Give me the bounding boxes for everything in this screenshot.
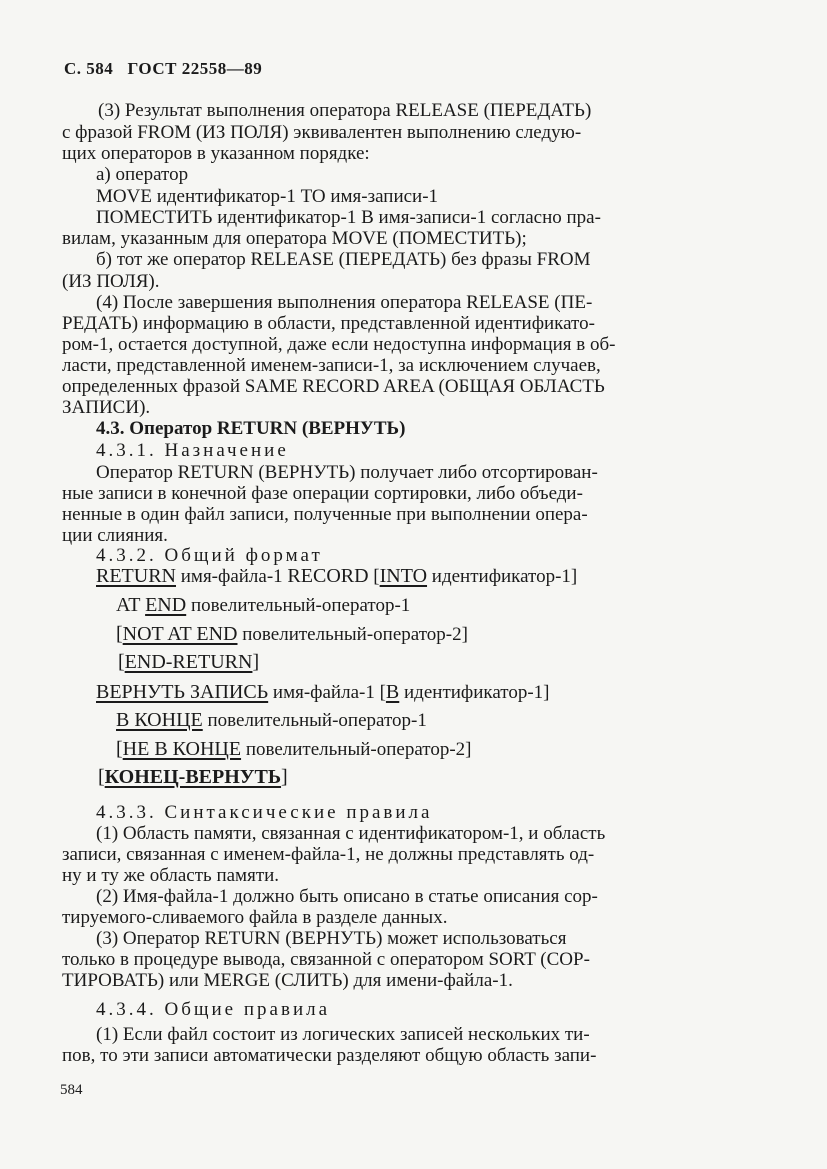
keyword-v: В	[385, 681, 400, 703]
page-header	[64, 58, 262, 79]
text-line: определенных фразой SAME RECORD AREA (ОБЩАЯ ОБЛАСТЬ	[62, 376, 605, 397]
page-ref: С. 584	[64, 59, 114, 78]
format-en-line-1: RETURN имя-файла-1 RECORD [INTO идентификатор-1]	[96, 565, 578, 587]
keyword-end-return: END-RETURN	[124, 651, 253, 673]
text-line: (ИЗ ПОЛЯ).	[62, 271, 160, 292]
text-line: ТИРОВАТЬ) или MERGE (СЛИТЬ) для имени-файла-1.	[62, 970, 513, 991]
format-en-line-3: [NOT AT END повелительный-оператор-2]	[116, 623, 468, 645]
text-line: ненные в один файл записи, полученные при выполнении опера-	[62, 504, 588, 525]
text-line: ции слияния.	[62, 525, 168, 546]
keyword-into: INTO	[379, 565, 428, 587]
text-line: тируемого-сливаемого файла в разделе данных.	[62, 907, 448, 928]
text-line: РЕДАТЬ) информацию в области, представленной идентификато-	[62, 313, 595, 334]
section-4-3-3-heading: 4.3.3. Синтаксические правила	[96, 802, 433, 823]
keyword-vernut-zapis: ВЕРНУТЬ ЗАПИСЬ	[96, 681, 269, 703]
text-line: ласти, представленной именем-записи-1, за исключением случаев,	[62, 355, 601, 376]
text-line: (4) После завершения выполнения оператора RELEASE (ПЕ-	[96, 292, 593, 313]
format-en-line-2: AT END повелительный-оператор-1	[116, 594, 411, 616]
keyword-return: RETURN	[96, 565, 176, 587]
keyword-end: END	[145, 594, 187, 616]
keyword-konec-vernut: КОНЕЦ-ВЕРНУТЬ	[104, 766, 282, 788]
text-line: щих операторов в указанном порядке:	[62, 143, 370, 164]
text-line: б) тот же оператор RELEASE (ПЕРЕДАТЬ) без фразы FROM	[96, 249, 591, 270]
format-ru-line-2: В КОНЦЕ повелительный-оператор-1	[116, 709, 427, 731]
keyword-ne-v-konce: НЕ В КОНЦЕ	[122, 738, 242, 760]
text-line: с фразой FROM (ИЗ ПОЛЯ) эквивалентен выполнению следую-	[62, 122, 582, 143]
text-line: ЗАПИСИ).	[62, 397, 151, 418]
section-4-3-4-heading: 4.3.4. Общие правила	[96, 999, 331, 1020]
text-line: пов, то эти записи автоматически разделяют общую область запи-	[62, 1045, 597, 1066]
text-line: MOVE идентификатор-1 TO имя-записи-1	[96, 186, 439, 207]
standard-number: ГОСТ 22558—89	[127, 59, 263, 78]
text-line: а) оператор	[96, 164, 189, 185]
keyword-v-konce: В КОНЦЕ	[116, 709, 203, 731]
text-line: только в процедуре вывода, связанной с оператором SORT (СОР-	[62, 949, 590, 970]
text-line: вилам, указанным для оператора MOVE (ПОМЕСТИТЬ);	[62, 228, 527, 249]
text-line: (2) Имя-файла-1 должно быть описано в статье описания сор-	[96, 886, 598, 907]
text-line: записи, связанная с именем-файла-1, не должны представлять од-	[62, 844, 595, 865]
text-line: ные записи в конечной фазе операции сортировки, либо объеди-	[62, 483, 583, 504]
page-number: 584	[60, 1082, 83, 1098]
text-line: (1) Если файл состоит из логических записей нескольких ти-	[96, 1024, 590, 1045]
section-4-3-2-heading: 4.3.2. Общий формат	[96, 545, 323, 566]
text-line: ром-1, остается доступной, даже если недоступна информация в об-	[62, 334, 616, 355]
text-line: ПОМЕСТИТЬ идентификатор-1 В имя-записи-1 согласно пра-	[96, 207, 601, 228]
section-4-3-heading: 4.3. Оператор RETURN (ВЕРНУТЬ)	[96, 418, 406, 439]
text-line: (3) Оператор RETURN (ВЕРНУТЬ) может использоваться	[96, 928, 567, 949]
keyword-not-at-end: NOT AT END	[122, 623, 238, 645]
text-line: (1) Область памяти, связанная с идентификатором-1, и область	[96, 823, 606, 844]
format-en-line-4: [END-RETURN]	[118, 651, 260, 673]
format-ru-line-3: [НЕ В КОНЦЕ повелительный-оператор-2]	[116, 738, 472, 760]
format-ru-line-4: [КОНЕЦ-ВЕРНУТЬ]	[98, 766, 288, 788]
text-line: Оператор RETURN (ВЕРНУТЬ) получает либо отсортирован-	[96, 462, 598, 483]
text-line: ну и ту же область памяти.	[62, 865, 280, 886]
text-line: (3) Результат выполнения оператора RELEASE (ПЕРЕДАТЬ)	[98, 100, 592, 121]
keyword-record: RECORD	[287, 565, 369, 587]
section-4-3-1-heading: 4.3.1. Назначение	[96, 440, 289, 461]
format-ru-line-1: ВЕРНУТЬ ЗАПИСЬ имя-файла-1 [В идентификатор-1]	[96, 681, 550, 703]
